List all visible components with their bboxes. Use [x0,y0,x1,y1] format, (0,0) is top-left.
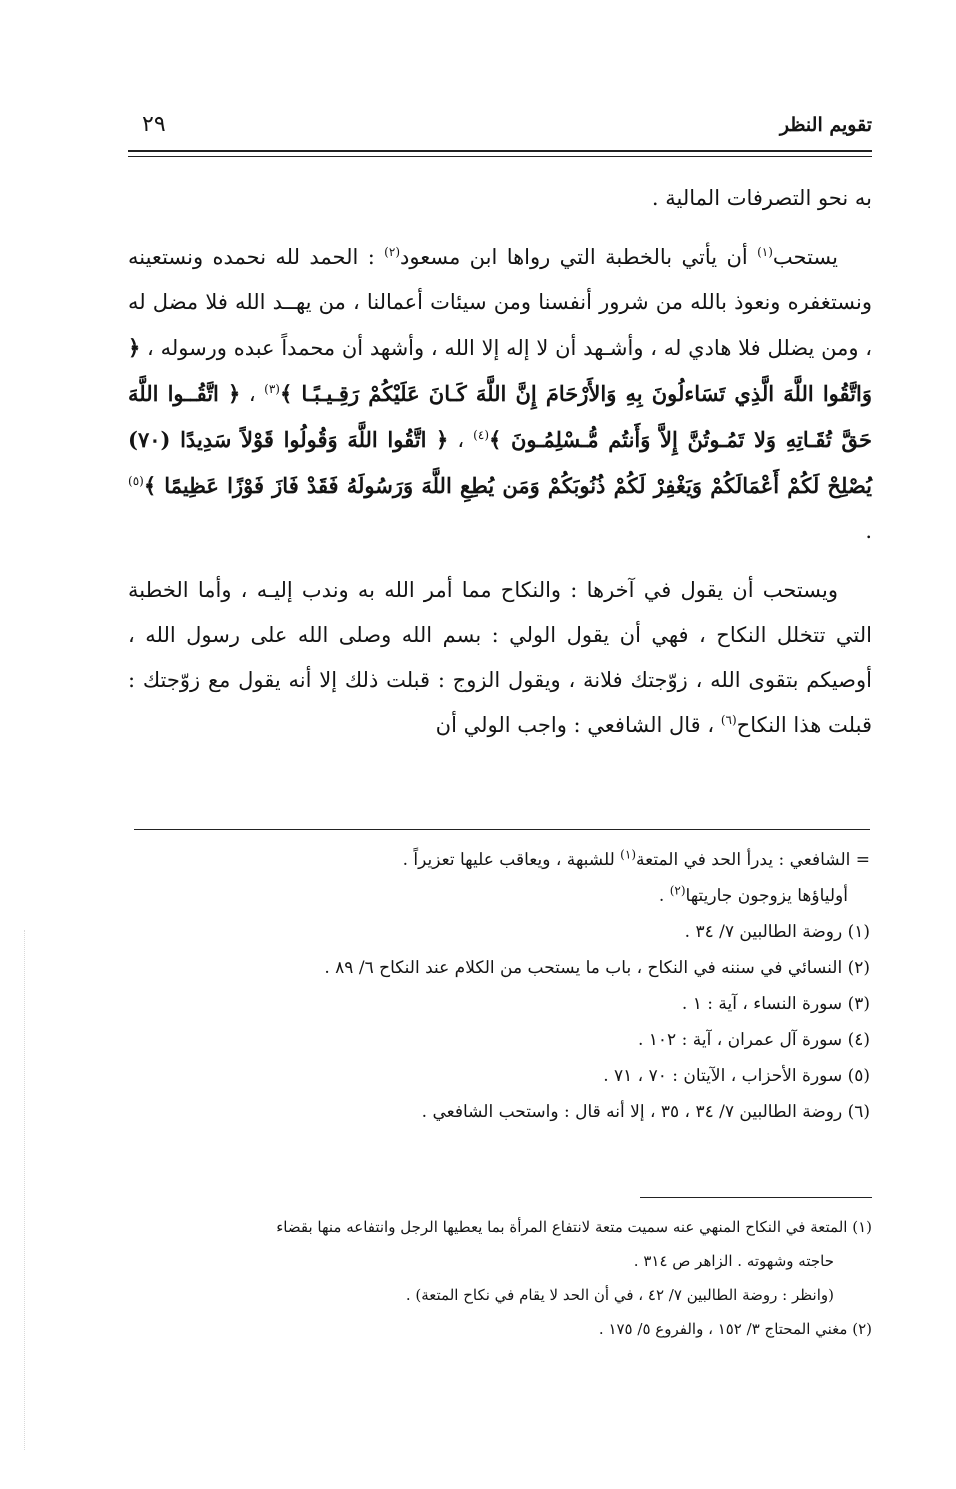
quran-verse-1: ﴿ وَاتَّقُوا اللَّهَ الَّذِي تَسَاءلُونَ بِهِ وَالأَرْحَامَ إِنَّ اللَّهَ كَـانَ عَلَيْكُمْ رَقِـيـبًـا ﴾ [128,335,872,406]
running-title: تقويم النظر [779,114,872,136]
text-run: ، [448,428,474,452]
text-run: : الحمد لله نحمده ونستعينه ونستغفره ونعوذ بالله من شرور أنفسنا ومن سيئات أعمالنا ، من يهــد الله فلا مضل له ، ومن يضلل فلا هادي له ، وأشـهد أن لا إله إلا الله ، وأشهد أن محمداً عبده ورسوله ، [128,245,873,360]
footnote-ref-1[interactable]: (١) [757,245,773,259]
subnote-ref-2[interactable]: (٢) [669,883,686,898]
subnote-separator [640,1197,872,1198]
footnote-continuation-1 [150,842,870,878]
footnote-ref-5[interactable]: (٥) [128,474,144,488]
footnote-6: (٦) روضة الطالبين ٧/ ٣٤ ، ٣٥ ، إلا أنه قال : واستحب الشافعي . [421,1102,870,1122]
footnote-ref-3[interactable]: (٣) [264,382,280,396]
text-run: يستحب [772,245,838,269]
footnote-separator [134,829,870,830]
footnote-3: (٣) سورة النساء ، آية : ١ . [681,994,870,1014]
footnote-4: (٤) سورة آل عمران ، آية : ١٠٢ . [637,1030,870,1050]
subnote-1-line-2: حاجته وشهوته . الزاهر ص ٣١٤ . [633,1252,834,1270]
text-run: ، قال الشافعي : واجب الولي أن [435,713,721,737]
subnote-1-line-1: (١) المتعة في النكاح المنهي عنه سميت متعة لانتفاع المرأة بما يعطيها الرجل وانتفاعه منها بقضاء [276,1218,872,1236]
footnote-ref-4[interactable]: (٤) [473,428,489,442]
paragraph-1-text: به نحو التصرفات المالية . [651,186,872,210]
footnote-ref-2[interactable]: (٢) [384,245,400,259]
footnote-continuation-2 [150,878,870,914]
editor-subnotes [150,1210,872,1346]
text-run: أولياؤها يزوجون جاريتها [685,886,848,906]
page-number: ٢٩ [142,112,166,137]
text-run: . [865,519,872,543]
subnote-2: (٢) مغني المحتاج ٣/ ١٥٢ ، والفروع ٥/ ١٧٥ . [598,1320,872,1338]
subnote-1-line-3: (وانظر : روضة الطالبين ٧/ ٤٢ ، في أن الحد لا يقام في نكاح المتعة) . [405,1286,834,1304]
footnote-ref-6[interactable]: (٦) [720,713,737,727]
text-run: ، [240,382,265,406]
text-run: = الشافعي : يدرأ الحد في المتعة [636,850,870,870]
running-header [128,108,872,156]
scan-margin-mark [24,930,26,1450]
text-run: . [658,886,670,906]
footnote-2: (٢) النسائي في سننه في النكاح ، باب ما يستحب من الكلام عند النكاح ٦/ ٨٩ . [324,958,870,978]
subnote-ref-1[interactable]: (١) [620,847,636,862]
quran-verse-3: ﴿ اتَّقُوا اللَّهَ وَقُولُوا قَوْلاً سَدِيدًا (٧٠) يُصْلِحْ لَكُمْ أَعْمَالَكُمْ وَيَغْفِرْ لَكُمْ ذُنُوبَكُمْ وَمَن يُطِعِ اللَّهَ وَرَسُولَهُ فَقَدْ فَازَ فَوْزًا عَظِيمًا ﴾ [128,427,872,498]
quran-verse-2: ﴿ اتَّقُــوا اللَّهَ حَقَّ تُقَـاتِهِ وَلا تَمُـوتُنَّ إِلاَّ وَأَنتُم مُّـسْلِمُـونَ ﴾ [128,381,872,452]
footnotes [150,842,870,1130]
footnote-1: (١) روضة الطالبين ٧/ ٣٤ . [684,922,870,942]
main-text [128,176,872,748]
header-rule [128,150,872,157]
text-run: ويستحب أن يقول في آخرها : والنكاح مما أمر الله به وندب إليـه ، وأما الخطبة التي تتخلل النكاح ، فهي أن يقول الولي : بسم الله وصلى الله على رسول الله ، أوصيكم بتقوى الله ، زوّجتك فلانة ، ويقول الزوج : قبلت ذلك إلا أنه يقول مع زوّجتك : قبلت هذا النكاح [128,578,872,737]
footnote-5: (٥) سورة الأحزاب ، الآيتان : ٧٠ ، ٧١ . [603,1066,870,1086]
paragraph-2 [128,235,872,554]
paragraph-1 [128,176,872,221]
text-run: للشبهة ، ويعاقب عليها تعزيراً . [402,850,621,870]
text-run: أن يأتي بالخطبة التي رواها ابن مسعود [400,245,758,269]
paragraph-3 [128,568,872,748]
